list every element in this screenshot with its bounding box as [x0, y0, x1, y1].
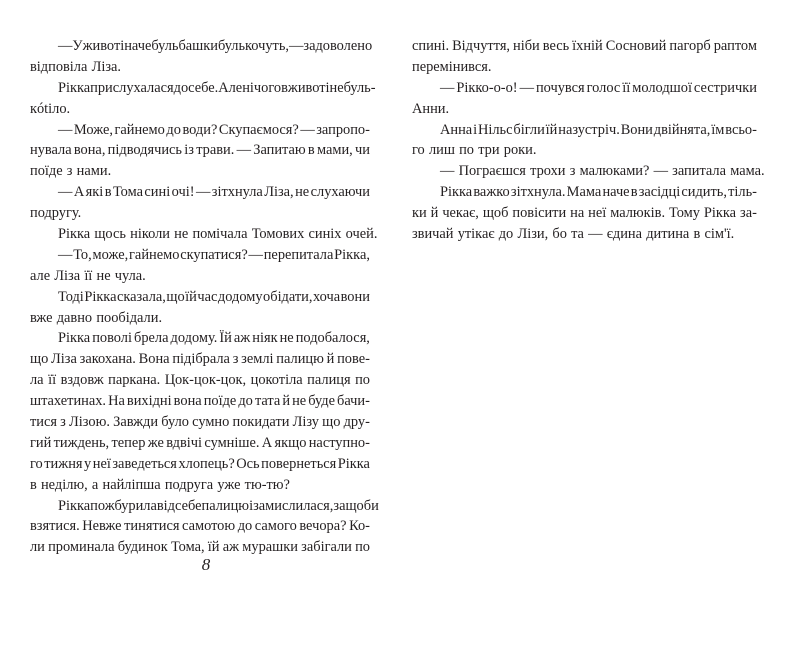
text-line: спині. Відчуття, ніби весь їхній Сосновий пагорб раптом	[412, 38, 757, 54]
text-line: ли проминала будинок Тома, їй аж мурашки забігали по	[30, 539, 370, 556]
text-line: нувала вона, підводячись із трави. — Запитаю в мами, чи	[30, 142, 370, 159]
text-line: перемінився.	[412, 58, 492, 75]
text-line: вже давно пообідали.	[30, 309, 163, 326]
right-page	[412, 0, 765, 651]
text-line: Рікка прислухалася до себе. Але нічого в животі не буль-	[58, 79, 376, 96]
page-number: 8	[201, 555, 211, 574]
text-line: подругу.	[30, 205, 82, 222]
text-line: — Пограєшся трохи з малюками? — запитала мама.	[440, 163, 765, 180]
text-line: відповіла Ліза.	[30, 58, 121, 75]
text-line: — У животі наче бульбашки булькочуть, — задоволено	[58, 38, 373, 54]
text-line: в неділю, а найліпша подруга уже тю-тю?	[30, 476, 290, 493]
text-line: взятися. Невже тинятися самотою до самого вечора? Ко-	[30, 518, 370, 535]
text-line: Рікка важко зітхнула. Мама наче в засідці сидить, тіль-	[440, 184, 757, 201]
text-line: — Рікко-о-о! — почувся голос її молодшої сестрички	[440, 79, 757, 96]
text-line: тися з Лізою. Завжди було сумно покидати Лізу що дру-	[30, 414, 370, 431]
text-line: звичай утікає до Лізи, бо та — єдина дитина в сім'ї.	[412, 226, 735, 243]
text-line: го лиш по три роки.	[412, 142, 537, 159]
text-line: Анни.	[412, 100, 450, 117]
text-line: — То, може, гайнемо скупатися? — перепитала Рікка,	[58, 246, 370, 263]
text-line: — Може, гайнемо до води? Скупаємося? — запропо-	[58, 121, 370, 138]
text-line: го тижня у неї заведеться хлопець? Ось повернеться Рікка	[30, 455, 370, 472]
text-line: поїде з нами.	[30, 163, 112, 180]
text-line: ки й чекає, щоб повісити на неї малюків. Тому Рікка за-	[412, 205, 757, 222]
text-line: Рікка поволі брела додому. Їй аж ніяк не подобалося,	[58, 330, 370, 347]
text-line: гий тиждень, тепер же вдвічі сумніше. А якщо наступно-	[30, 434, 370, 451]
left-page	[30, 0, 379, 651]
text-line: кótiло.	[30, 100, 71, 117]
text-line: що Ліза закохана. Вона підібрала з землі палицю й пове-	[30, 351, 370, 368]
text-line: штахетинах. На вихідні вона поїде до тата й не буде бачи-	[30, 393, 370, 410]
text-line: але Ліза її не чула.	[30, 267, 146, 284]
text-line: ла її вздовж паркана. Цок-цок-цок, цокотіла палиця по	[30, 372, 370, 389]
text-line: Рікка щось ніколи не помічала Томових синіх очей.	[58, 226, 378, 243]
text-line: — А які в Тома сині очі! — зітхнула Ліза, не слухаючи	[58, 184, 370, 201]
text-line: Тоді Рікка сказала, що їй час додому обідати, хоча вони	[58, 288, 370, 305]
text-line: Анна і Нільс бігли їй назустріч. Вони двійнята, їм всьо-	[440, 121, 757, 138]
text-line: Рікка пожбурила від себе палицю і замислилася, за що би	[58, 497, 379, 514]
